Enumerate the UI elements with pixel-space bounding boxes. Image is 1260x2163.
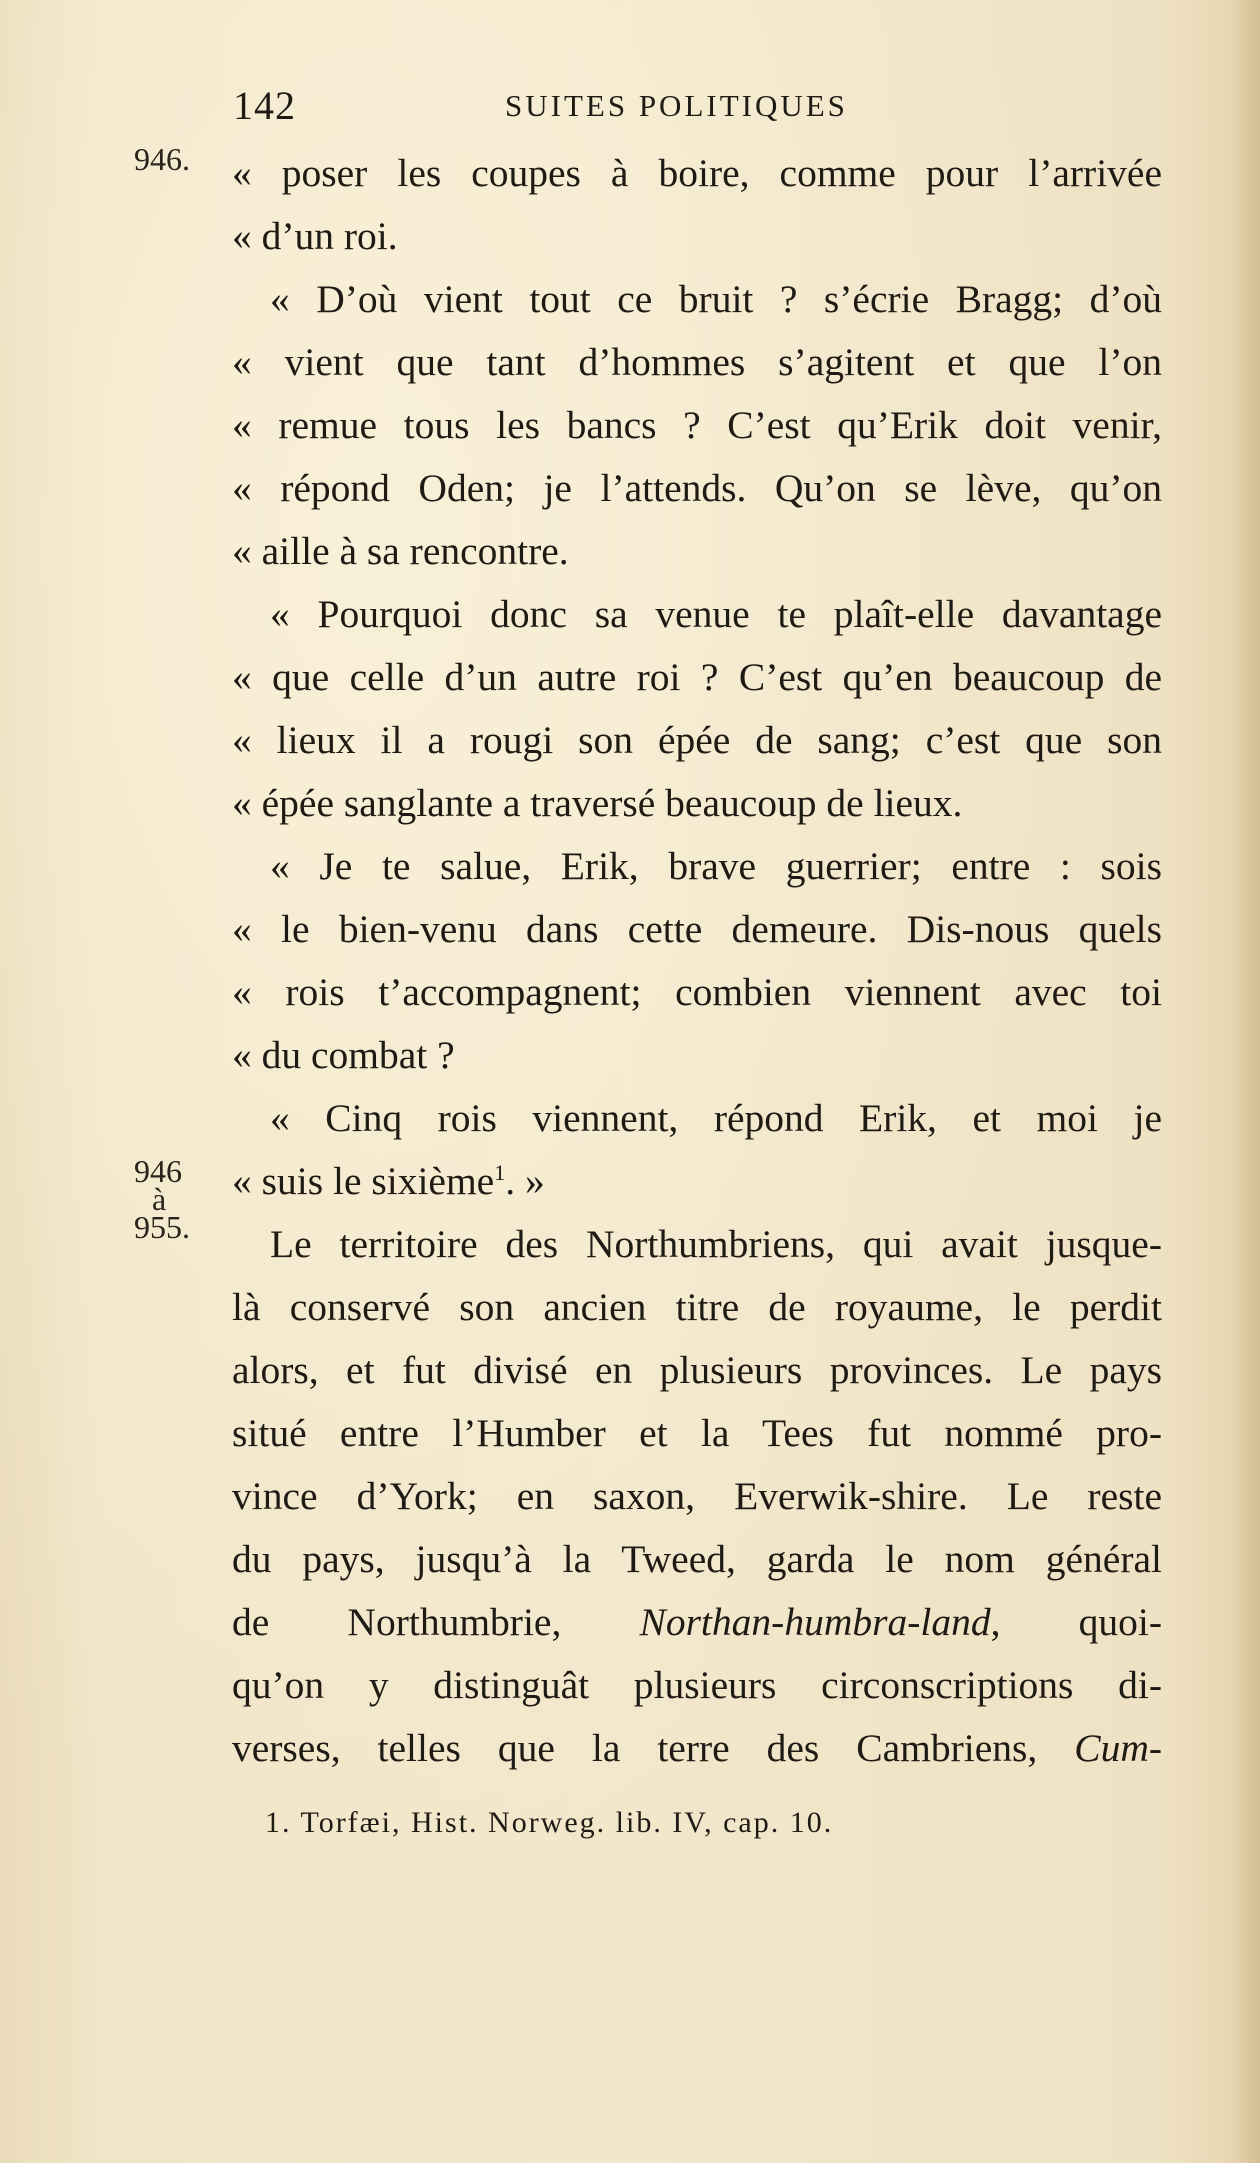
footnote: 1. Torfæi, Hist. Norweg. lib. IV, cap. 10.: [265, 1806, 834, 1839]
footnote-reference: 1: [494, 1159, 506, 1185]
text-line: « vient que tant d’hommes s’agitent et que l’on: [232, 340, 1162, 384]
page-number: 142: [233, 83, 296, 128]
text-line: « remue tous les bancs ? C’est qu’Erik doit venir,: [232, 403, 1162, 447]
text-line: « épée sanglante a traversé beaucoup de lieux.: [232, 781, 963, 825]
text-line: alors, et fut divisé en plusieurs provinces. Le pays: [232, 1348, 1162, 1392]
text-line: « le bien-venu dans cette demeure. Dis-nous quels: [232, 907, 1162, 951]
text-line: « répond Oden; je l’attends. Qu’on se lève, qu’on: [232, 466, 1162, 510]
text-line: « lieux il a rougi son épée de sang; c’est que son: [232, 718, 1162, 762]
text-line: Le territoire des Northumbriens, qui avait jusque-: [270, 1222, 1162, 1266]
margin-date-946: 946.: [134, 141, 190, 177]
text-line: « d’un roi.: [232, 214, 398, 258]
text-line: « du combat ?: [232, 1033, 455, 1077]
italic-term: Northan-humbra-land: [639, 1600, 991, 1644]
text-line: « que celle d’un autre roi ? C’est qu’en beaucoup de: [232, 655, 1162, 699]
text-line: « Cinq rois viennent, répond Erik, et moi je: [270, 1096, 1162, 1140]
text-line: « aille à sa rencontre.: [232, 529, 569, 573]
running-title: SUITES POLITIQUES: [505, 88, 848, 123]
italic-term: Cum-: [1074, 1726, 1162, 1770]
text-line: vince d’York; en saxon, Everwik-shire. Le reste: [232, 1474, 1162, 1518]
text-line: du pays, jusqu’à la Tweed, garda le nom général: [232, 1537, 1162, 1581]
margin-date-range-a: à: [152, 1181, 167, 1217]
text-line: là conservé son ancien titre de royaume, le perdit: [232, 1285, 1162, 1329]
text-line: « poser les coupes à boire, comme pour l’arrivée: [232, 151, 1162, 195]
page-header: [0, 82, 1260, 132]
text-line: de Northumbrie, Northan-humbra-land, quoi-: [232, 1600, 1162, 1644]
margin-date-range-start: 946: [134, 1153, 182, 1189]
text-line: « suis le sixième$^1$. »: [232, 1159, 545, 1203]
text-line: « Pourquoi donc sa venue te plaît-elle davantage: [270, 592, 1162, 636]
margin-date-range-end: 955.: [134, 1209, 190, 1245]
text-line: situé entre l’Humber et la Tees fut nommé pro-: [232, 1411, 1162, 1455]
text-line: « D’où vient tout ce bruit ? s’écrie Bragg; d’où: [270, 277, 1162, 321]
text-line: qu’on y distinguât plusieurs circonscriptions di-: [232, 1663, 1162, 1707]
text-line: verses, telles que la terre des Cambriens, Cum-: [232, 1726, 1162, 1770]
text-line: « rois t’accompagnent; combien viennent avec toi: [232, 970, 1162, 1014]
text-line: « Je te salue, Erik, brave guerrier; entre : sois: [270, 844, 1162, 888]
